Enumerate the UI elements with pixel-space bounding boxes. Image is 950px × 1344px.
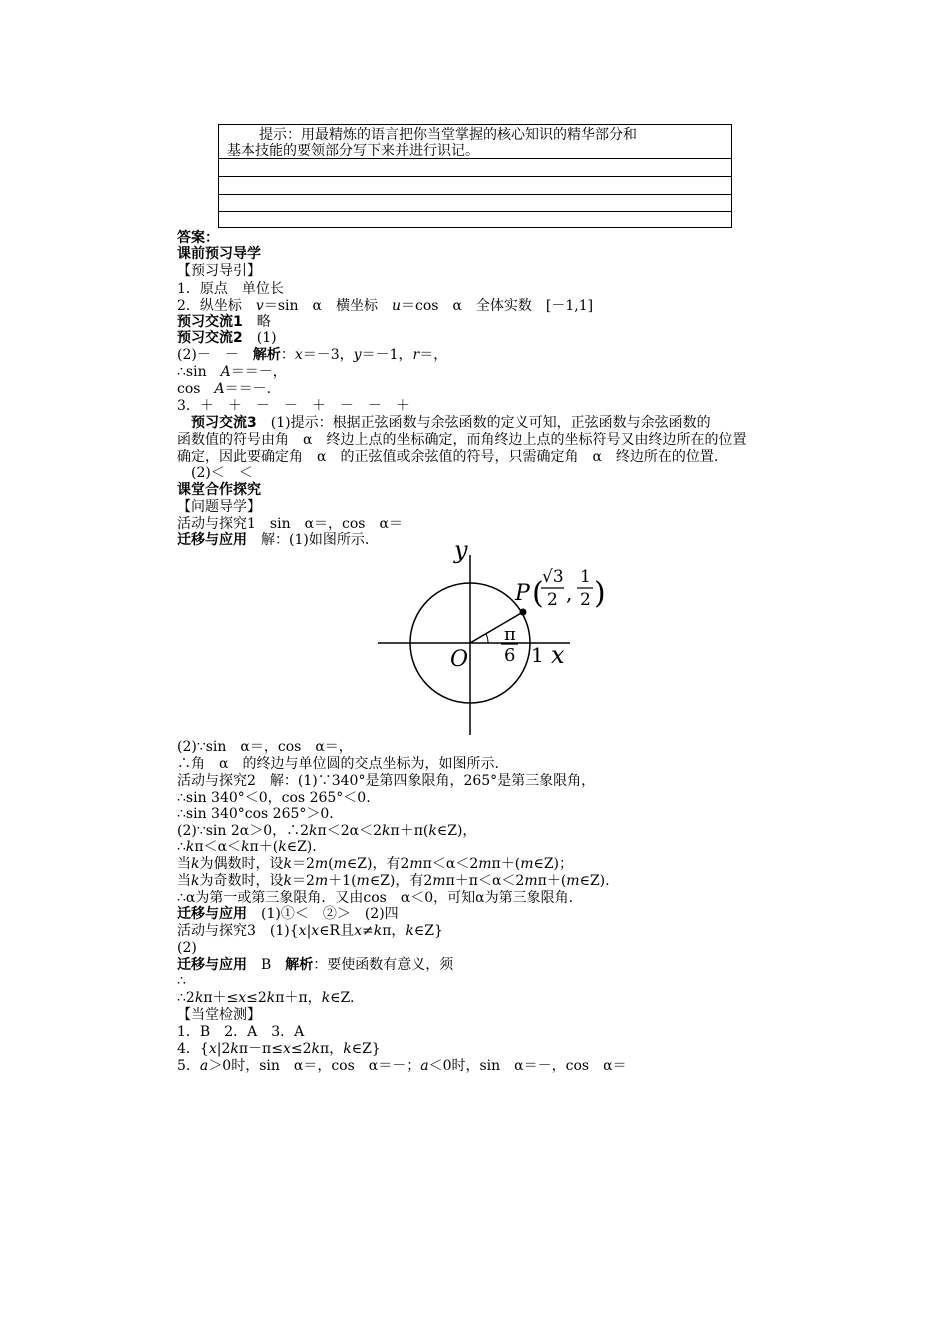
activity-2-line-2: ∴sin 340°＜0，cos 265°＜0. xyxy=(177,790,371,806)
check-items-1-3: 1．B 2．A 3．A xyxy=(177,1024,305,1040)
check-heading: 【当堂检测】 xyxy=(177,1007,261,1023)
hint-line-2: 基本技能的要领部分写下来并进行识记。 xyxy=(227,143,479,159)
p-x-numerator: √3 xyxy=(542,567,564,587)
activity-2-line-1: 活动与探究2 解：(1)∵340°是第四象限角，265°是第三象限角， xyxy=(177,773,596,789)
close-paren: ) xyxy=(594,576,606,611)
unit-circle-svg xyxy=(370,540,620,740)
exchange-3-line-3: 确定，因此要确定角 α 的正弦值或余弦值的符号，只需确定角 α 终边所在的位置. xyxy=(177,449,719,465)
p-x-denominator: 2 xyxy=(547,590,558,610)
writing-line-1 xyxy=(219,158,731,159)
hint-text xyxy=(227,127,723,159)
p-y-denominator: 2 xyxy=(580,590,591,610)
exchange-3-line-2: 函数值的符号由角 α 终边上点的坐标确定，而角终边上点的坐标符号又由终边所在的位置 xyxy=(177,432,747,448)
check-item-4: 4．{x|2kπ－π≤x≤2kπ，k∈Z} xyxy=(177,1041,381,1057)
guide-heading: 【预习导引】 xyxy=(177,263,261,279)
exchange-2: 预习交流2 (1) xyxy=(177,330,277,346)
after-figure-line-2: ∴角 α 的终边与单位圆的交点坐标为，如图所示. xyxy=(177,756,499,772)
unit-circle-figure xyxy=(370,540,620,740)
exchange-3-line-4: (2)＜ ＜ xyxy=(177,465,253,481)
exchange-2-line-4: cos A＝＝－. xyxy=(177,381,272,397)
application-3-line-3: ∴2kπ＋≤x≤2kπ＋π，k∈Z. xyxy=(177,990,355,1006)
after-figure-line-1: (2)∵sin α＝，cos α＝， xyxy=(177,739,353,755)
exchange-2-line-2: (2)－ － 解析：x＝－3，y＝－1，r＝， xyxy=(177,347,448,363)
application-3-line-2: ∴ xyxy=(177,973,186,989)
point-p xyxy=(520,609,527,616)
y-axis-label: y xyxy=(454,540,468,564)
exchange-3-line-1: 预习交流3 (1)提示：根据正弦函数与余弦函数的定义可知，正弦函数与余弦函数的 xyxy=(177,415,711,431)
application-2: 迁移与应用 (1)①＜ ②＞ (2)四 xyxy=(177,906,399,922)
hint-box xyxy=(218,124,732,228)
application-1: 迁移与应用 解：(1)如图所示. xyxy=(177,532,370,548)
activity-2-line-3: ∴sin 340°cos 265°＞0. xyxy=(177,806,334,822)
activity-3-line-2: (2) xyxy=(177,940,197,956)
p-y-numerator: 1 xyxy=(580,567,591,587)
check-item-5: 5．a＞0时，sin α＝，cos α＝－；a＜0时，sin α＝－，cos α＝ xyxy=(177,1058,627,1074)
angle-denominator: 6 xyxy=(504,645,516,666)
writing-line-4 xyxy=(219,211,731,212)
exchange-2-line-5: 3．＋ ＋ － － ＋ － － ＋ xyxy=(177,398,410,414)
origin-label: O xyxy=(450,647,469,672)
activity-2-line-4: (2)∵sin 2α＞0，∴2kπ＜2α＜2kπ＋π(k∈Z)， xyxy=(177,823,477,839)
activity-2-line-5: ∴kπ＜α＜kπ＋(k∈Z). xyxy=(177,839,317,855)
problem-heading: 【问题导学】 xyxy=(177,499,261,515)
open-paren: ( xyxy=(532,576,544,611)
exchange-2-line-3: ∴sin A＝＝－， xyxy=(177,364,287,380)
hint-line-1: 提示：用最精炼的语言把你当堂掌握的核心知识的精华部分和 xyxy=(259,127,637,143)
activity-2-line-6: 当k为偶数时，设k＝2m(m∈Z)，有2mπ＜α＜2mπ＋(m∈Z)； xyxy=(177,856,574,872)
angle-numerator: π xyxy=(504,624,516,645)
writing-line-2 xyxy=(219,176,731,177)
exchange-1: 预习交流1 略 xyxy=(177,314,271,330)
answers-title: 答案： xyxy=(177,230,219,246)
x-axis-label: x xyxy=(551,641,565,669)
section-preview-heading: 课前预习导学 xyxy=(177,246,261,262)
activity-2-line-7: 当k为奇数时，设k＝2m＋1(m∈Z)，有2mπ＋π＜α＜2mπ＋(m∈Z). xyxy=(177,873,610,889)
one-label: 1 xyxy=(531,643,544,667)
angle-arc xyxy=(486,634,488,643)
section-cooperation-heading: 课堂合作探究 xyxy=(177,482,261,498)
writing-line-3 xyxy=(219,194,731,195)
point-p-label: P xyxy=(515,581,530,606)
activity-2-line-8: ∴α为第一或第三象限角．又由cos α＜0，可知α为第三象限角. xyxy=(177,890,574,906)
comma: , xyxy=(566,581,573,605)
guide-item-2: 2．纵坐标 v＝sin α 横坐标 u＝cos α 全体实数 [－1,1] xyxy=(177,298,594,314)
activity-3-line-1: 活动与探究3 (1){x|x∈R且x≠kπ，k∈Z} xyxy=(177,923,443,939)
guide-item-1: 1．原点 单位长 xyxy=(177,281,284,297)
application-3: 迁移与应用 B 解析：要使函数有意义，须 xyxy=(177,957,454,973)
activity-1: 活动与探究1 sin α＝，cos α＝ xyxy=(177,516,403,532)
